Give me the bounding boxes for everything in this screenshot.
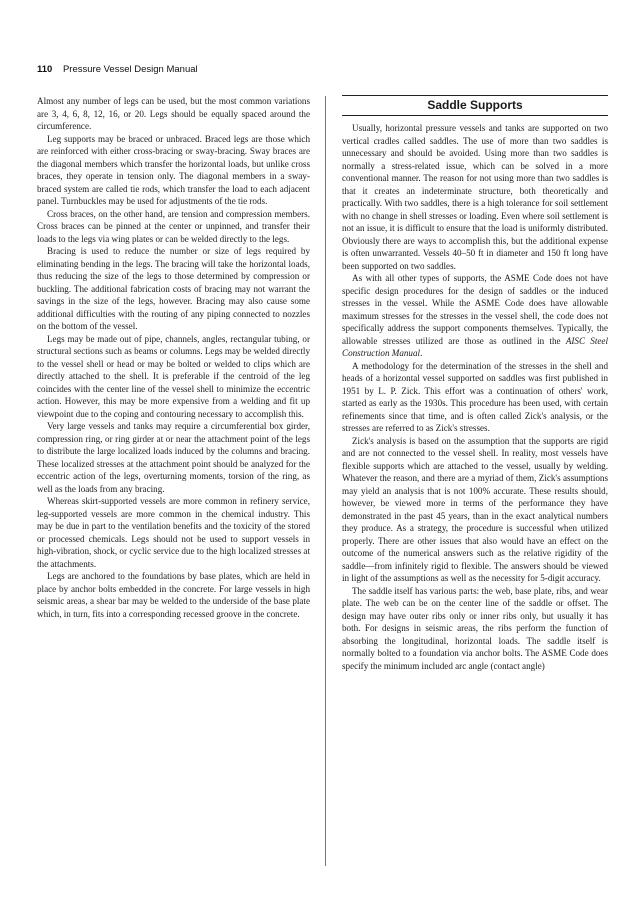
paragraph: Legs are anchored to the foundations by base plates, which are held in place by anchor bolts embedded in the concrete. For large vessels in high seismic areas, a shear bar may be welded to the underside of the base plate which, in turn, fits into a corresponding recessed groove in the concrete. <box>37 571 310 619</box>
paragraph: The saddle itself has various parts: the web, base plate, ribs, and wear plate. The web can be on the center line of the saddle or offset. The design may have outer ribs only or inner ribs only, but usually it has both. For designs in seismic areas, the ribs perform the function of absorbing the longitudinal, horizontal loads. The saddle itself is normally bolted to a foundation via anchor bolts. The ASME Code does specify the minimum included arc angle (contact angle) <box>342 585 608 671</box>
section-title: Saddle Supports <box>427 98 523 112</box>
paragraph: Zick's analysis is based on the assumption that the supports are rigid and are not connected to the vessel shell. In reality, most vessels have flexible supports which are attached to the vessel, usually by welding. Whatever the reason, and there are a myriad of them, Zick's assumptions may yield an analysis that is not 100% accurate. These results should, however, be viewed more in terms of the performance they have demonstrated in the past 45 years, than in the exact analytical numbers they produce. As a strategy, the procedure is successful when utilized properly. There are other issues that also would have an effect on the outcome of the numerical answers such as the relative rigidity of the saddle—from infinitely rigid to flexible. The answers should be viewed in light of the assumptions as well as the necessity for 5-digit accuracy. <box>342 435 608 583</box>
paragraph: Cross braces, on the other hand, are tension and compression members. Cross braces can be pinned at the center or unpinned, and transfer their loads to the legs via wing plates or can be welded directly to the legs. <box>37 208 310 244</box>
paragraph: Almost any number of legs can be used, but the most common variations are 3, 4, 6, 8, 12, 16, or 20. Legs should be equally spaced around the circumference. <box>37 96 310 131</box>
paragraph: Usually, horizontal pressure vessels and tanks are supported on two vertical cradles called saddles. The use of more than two saddles is unnecessary and should be avoided. Using more than two saddles is normally a stress-related issue, which can be solved in a more conventional manner. The reason for not using more than two saddles is that it creates an indeterminate structure, both theoretically and practically. With two saddles, there is a high tolerance for soil settlement with no change in shell stresses or loading. Even where soil settlement is not an issue, it is difficult to ensure that the load is uniformly distributed. Obviously there are ways to accomplish this, but the additional expense is often unwarranted. Vessels 40–50 ft in diameter and 150 ft long have been supported on two saddles. <box>342 123 608 271</box>
paragraph <box>342 272 608 360</box>
paragraph: Legs may be made out of pipe, channels, angles, rectangular tubing, or structural sections such as beams or columns. Legs may be welded directly to the vessel shell or head or may be bolted or welded to clips which are directly attached to the shell. It is preferable if the centroid of the leg coincides with the center line of the vessel shell to minimize the eccentric action. However, this may be more expensive from a welding and fit up viewpoint due to the coping and contouring necessary to accomplish this. <box>37 333 310 419</box>
paragraph: A methodology for the determination of the stresses in the shell and heads of a horizontal vessel supported on saddles was first published in 1951 by L. P. Zick. This effort was a continuation of others' work, started as early as the 1930s. This procedure has been used, with certain refinements since that time, and is often called Zick's analysis, or the stresses are referred to as Zick's stresses. <box>342 360 608 433</box>
column-divider <box>325 96 326 866</box>
reference-title: AISC Steel Construction Manual <box>342 335 608 358</box>
paragraph-end: . <box>420 348 423 358</box>
section-heading-box <box>342 95 608 116</box>
paragraph-text: As with all other types of supports, the ASME Code does not have specific design procedures for the design of saddles or the induced stresses in the vessel. While the ASME Code does have allowable maximum stresses for the stresses in the vessel shell, the code does not specifically address the support components themselves. Typically, the allowable stresses utilized are those as outlined in the <box>342 273 608 346</box>
book-title: Pressure Vessel Design Manual <box>62 64 198 75</box>
paragraph: Leg supports may be braced or unbraced. Braced legs are those which are reinforced with either cross-bracing or sway-bracing. Sway braces are the diagonal members which transfer the horizontal loads, but unlike cross braces, they operate in tension only. The diagonal members in a sway-braced system are called tie rods, which transfer the load to each adjacent panel. Turnbuckles may be used for adjustments of the tie rods. <box>37 133 310 206</box>
paragraph: Whereas skirt-supported vessels are more common in refinery service, leg-supported vessels are more common in the chemical industry. This may be due in part to the ventilation benefits and the toxicity of the stored or processed chemicals. Legs should not be used to support vessels in high-vibration, shock, or cyclic service due to the high localized stresses at the attachments. <box>37 496 310 569</box>
paragraph: Very large vessels and tanks may require a circumferential box girder, compression ring, or ring girder at or near the attachment point of the legs to distribute the large localized loads induced by the columns and bracing. These localized stresses at the attachment point should be analyzed for the eccentric action of the legs, overturning moments, torsion of the ring, as well as the loads from any bracing. <box>37 421 310 494</box>
left-column <box>37 95 310 620</box>
right-column <box>342 95 608 672</box>
page-number: 110 <box>37 64 53 75</box>
page-header <box>37 64 597 75</box>
paragraph: Bracing is used to reduce the number or size of legs required by eliminating bending in the legs. The bracing will take the horizontal loads, thus reducing the size of the legs to those determined by compression or buckling. The additional fabrication costs of bracing may not warrant the savings in the size of the legs, however. Bracing may also cause some additional difficulties with the routing of any piping connected to nozzles on the bottom of the vessel. <box>37 246 310 331</box>
